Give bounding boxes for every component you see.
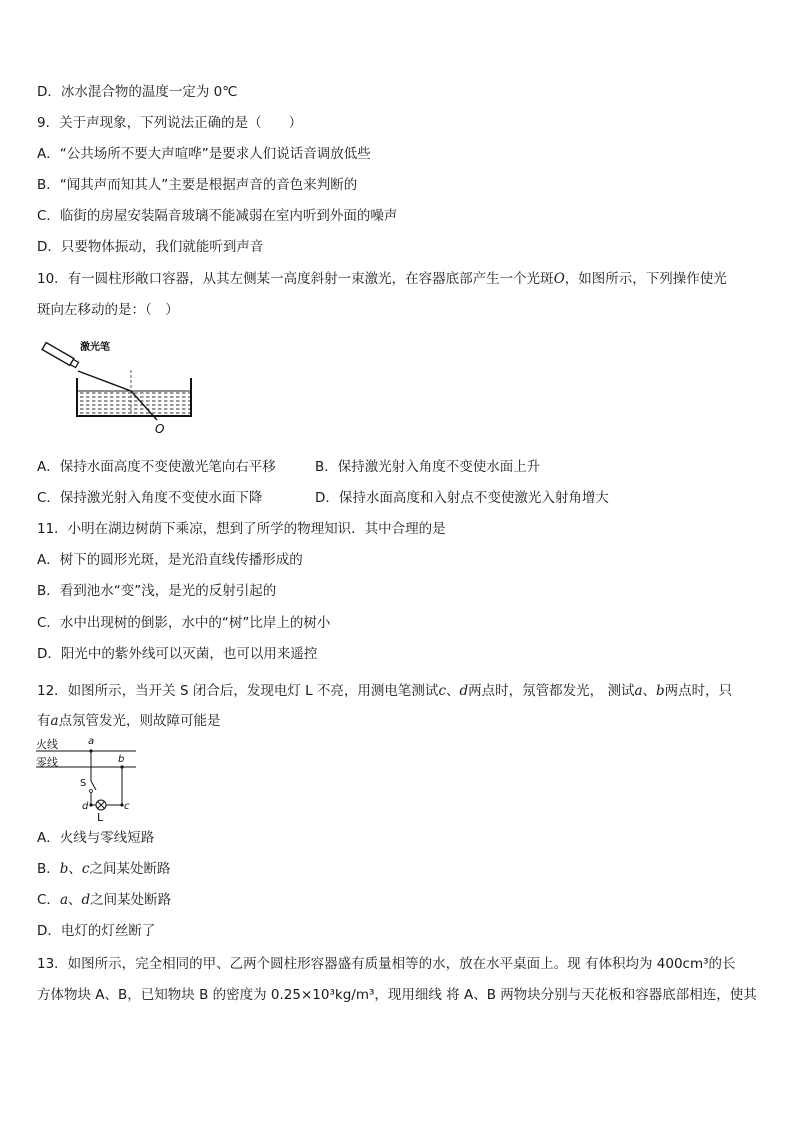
q12-stem (37, 682, 732, 700)
circuit-figure (36, 733, 146, 823)
point-a-label: a (88, 736, 95, 747)
q12-line2-var-a: a (50, 713, 59, 729)
q9-option-c: C．临街的房屋安装隔音玻璃不能减弱在室内听到外面的噪声 (37, 208, 398, 224)
q12-option-c-var1: a (59, 892, 68, 908)
q12-line2-part2: 点氖管发光，则故障可能是 (58, 713, 221, 729)
q12-option-c-prefix: C． (37, 892, 60, 908)
q9-option-b: B．“闻其声而知其人”主要是根据声音的音色来判断的 (37, 177, 358, 193)
q9-stem: 9．关于声现象，下列说法正确的是（ ） (37, 115, 303, 131)
q11-option-b: B．看到池水“变”浅，是光的反射引起的 (37, 583, 277, 599)
q12-stem-part3: 两点时，只 (664, 683, 733, 699)
q13-line2: 方体物块 A、B，已知物块 B 的密度为 0.25×10³kg/m³，现用细线 将 A、B 两物块分别与天花板和容器底部相连，使其 (37, 987, 757, 1003)
q13-line1: 13．如图所示，完全相同的甲、乙两个圆柱形容器盛有质量相等的水，放在水平桌面上。现 有体积均为 400cm³的长 (37, 956, 736, 972)
q11-stem: 11．小明在湖边树荫下乘凉，想到了所学的物理知识．其中合理的是 (37, 521, 446, 537)
q8-option-d: D．冰水混合物的温度一定为 0℃ (37, 84, 238, 100)
q11-option-a: A．树下的圆形光斑，是光沿直线传播形成的 (37, 552, 303, 568)
laser-pen-label: 激光笔 (80, 342, 110, 353)
q10-stem-o: O (553, 271, 565, 287)
q12-sep-2: 、 (642, 683, 657, 699)
switch-label: S (80, 778, 87, 789)
point-b-label: b (118, 754, 125, 765)
q12-option-b-var2: c (81, 861, 90, 877)
laser-container-figure (38, 336, 208, 436)
q12-sep: 、 (446, 683, 460, 699)
q12-stem-part1: 12．如图所示，当开关 S 闭合后，发现电灯 L 不亮，用测电笔测试 (37, 683, 439, 699)
q12-option-c-var2: d (81, 892, 91, 908)
q10-option-c: C．保持激光射入角度不变使水面下降 (37, 490, 263, 506)
q12-var-c: c (438, 683, 446, 699)
q12-option-b-prefix: B． (37, 861, 60, 877)
q11-option-c: C．水中出现树的倒影，水中的“树”比岸上的树小 (37, 615, 331, 631)
q12-option-d: D．电灯的灯丝断了 (37, 923, 156, 939)
q10-option-a: A．保持水面高度不变使激光笔向右平移 (37, 459, 276, 475)
q12-option-a: A．火线与零线短路 (37, 830, 155, 846)
q10-stem-part2: ，如图所示，下列操作使光 (564, 271, 727, 287)
q12-option-b-sep: 、 (68, 861, 82, 877)
q10-stem-part1: 10．有一圆柱形敞口容器，从其左侧某一高度斜射一束激光，在容器底部产生一个光斑 (37, 271, 554, 287)
point-c-label: c (124, 801, 130, 812)
q12-var-b: b (656, 683, 665, 699)
q12-stem-line2 (37, 712, 221, 730)
q10-option-b: B．保持激光射入角度不变使水面上升 (315, 459, 541, 475)
lamp-label: L (97, 811, 104, 823)
laser-pen (42, 343, 79, 369)
q9-option-a: A．“公共场所不要大声喧哗”是要求人们说话音调放低些 (37, 146, 371, 162)
point-d-label: d (82, 801, 89, 812)
live-wire-label: 火线 (36, 738, 58, 751)
q9-option-d: D．只要物体振动，我们就能听到声音 (37, 239, 264, 255)
q10-stem (37, 270, 727, 288)
q12-stem-part2: 两点时，氖管都发光， 测试 (468, 683, 635, 699)
neutral-wire-label: 零线 (36, 756, 58, 769)
q12-option-c-sep: 、 (68, 892, 82, 908)
q11-option-d: D．阳光中的紫外线可以灭菌，也可以用来遥控 (37, 646, 318, 662)
q12-var-d: d (459, 683, 469, 699)
lamp-l (96, 800, 106, 810)
q12-option-b-suffix: 之间某处断路 (89, 861, 171, 877)
q12-var-a: a (634, 683, 643, 699)
spot-o-label: O (155, 422, 165, 436)
q12-option-b-var1: b (59, 861, 69, 877)
q12-line2-part1: 有 (37, 713, 51, 729)
q10-option-d: D．保持水面高度和入射点不变使激光入射角增大 (315, 490, 609, 506)
q12-option-c-suffix: 之间某处断路 (90, 892, 172, 908)
switch-s (91, 781, 96, 790)
q12-option-c (37, 891, 171, 909)
q12-option-b (37, 860, 170, 878)
laser-beam (78, 371, 131, 391)
q10-stem-line2: 斑向左移动的是：（ ） (37, 302, 179, 318)
